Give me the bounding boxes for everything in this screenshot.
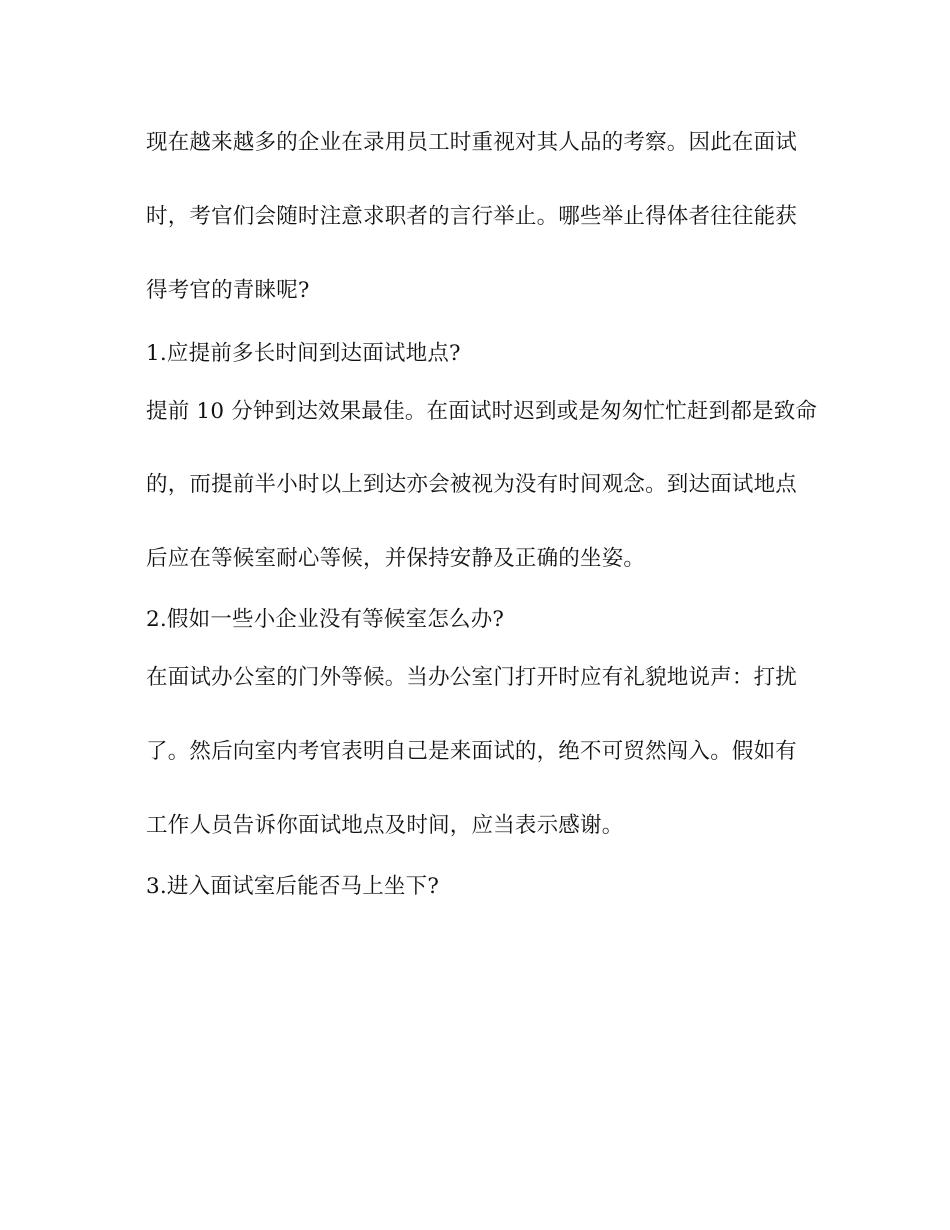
answer-2-line-3: 工作人员告诉你面试地点及时间，应当表示感谢。 (146, 813, 624, 838)
answer-1-line-2: 的，而提前半小时以上到达亦会被视为没有时间观念。到达面试地点 (146, 472, 798, 497)
paragraph-intro-line-1: 现在越来越多的企业在录用员工时重视对其人品的考察。因此在面试 (146, 130, 798, 155)
answer-1-line-1: 提前 10 分钟到达效果最佳。在面试时迟到或是匆匆忙忙赶到都是致命 (146, 399, 818, 424)
paragraph-intro-line-2: 时，考官们会随时注意求职者的言行举止。哪些举止得体者往往能获 (146, 204, 798, 229)
answer-1-line-3: 后应在等候室耐心等候，并保持安静及正确的坐姿。 (146, 546, 646, 571)
question-2-heading: 2.假如一些小企业没有等候室怎么办? (146, 607, 505, 632)
answer-2-line-2: 了。然后向室内考官表明自己是来面试的，绝不可贸然闯入。假如有 (146, 739, 798, 764)
answer-2-line-1: 在面试办公室的门外等候。当办公室门打开时应有礼貌地说声：打扰 (146, 665, 798, 690)
question-3-heading: 3.进入面试室后能否马上坐下? (146, 874, 440, 899)
paragraph-intro-line-3: 得考官的青睐呢? (146, 278, 310, 303)
question-1-heading: 1.应提前多长时间到达面试地点? (146, 341, 461, 366)
